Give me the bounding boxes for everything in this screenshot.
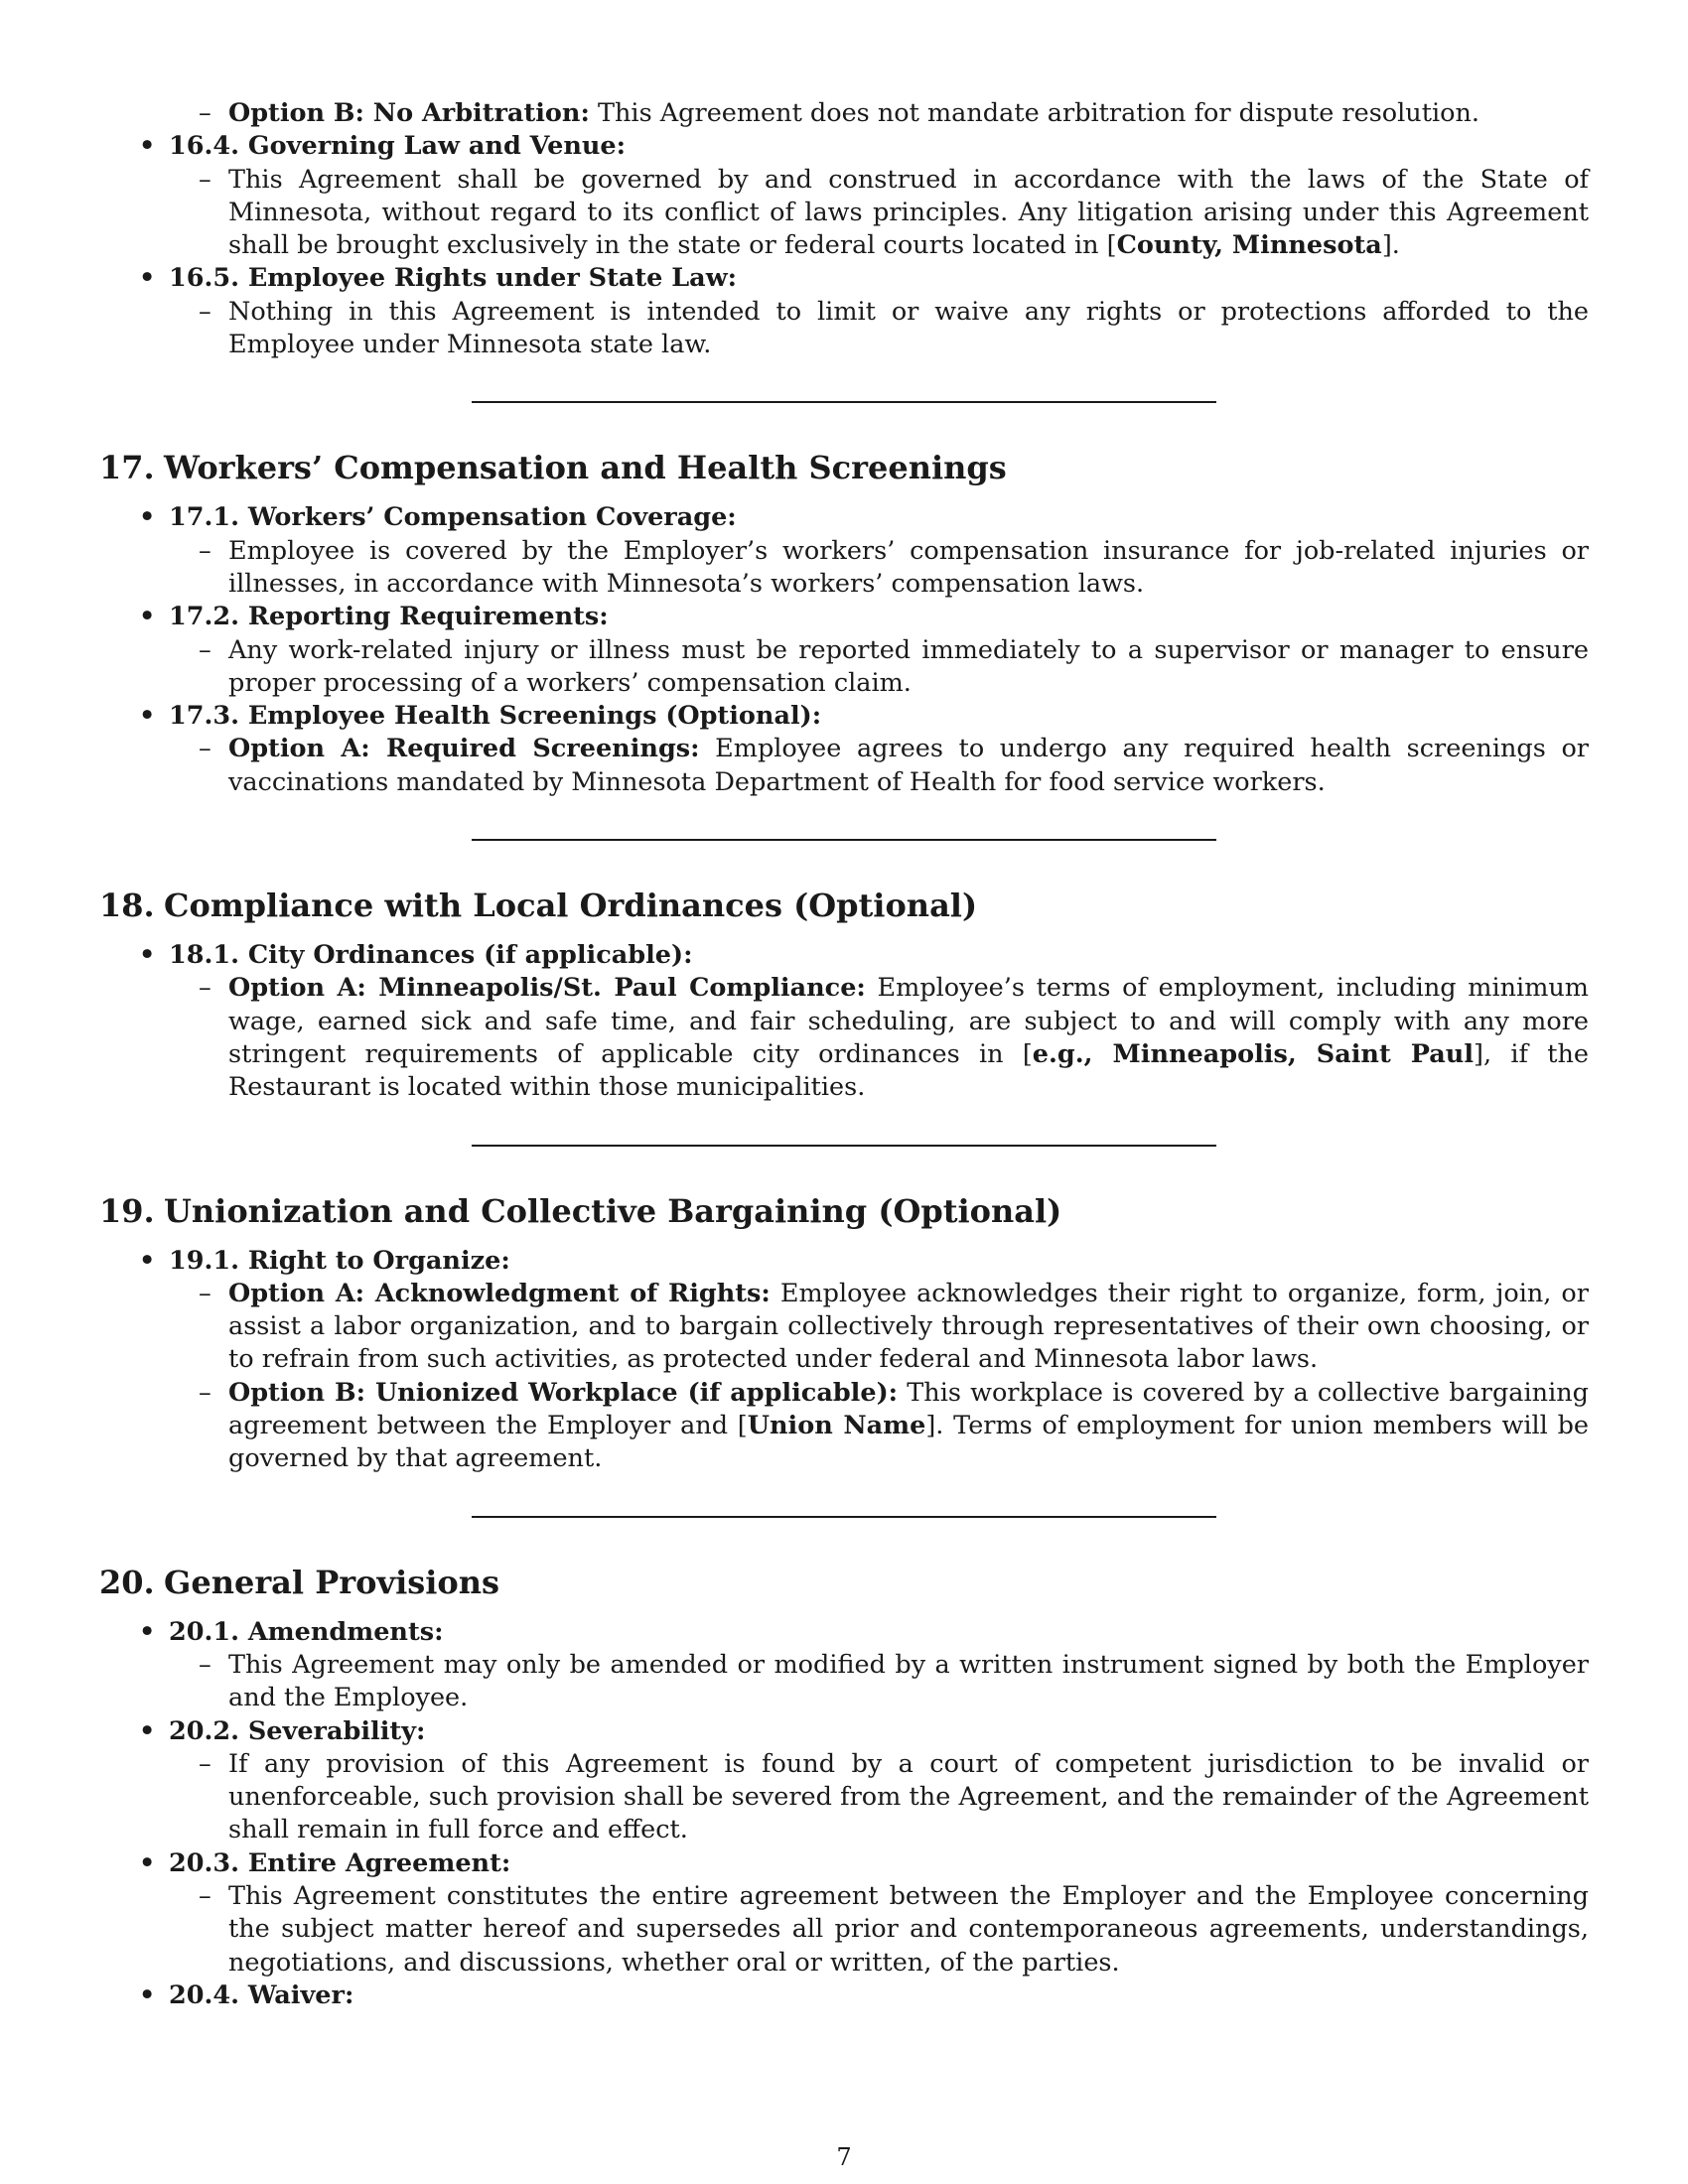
bullet-marker: • <box>139 1616 156 1647</box>
clause-text: Nothing in this Agreement is intended to limit or waive any rights or protections afforded to the Employee under Minnesota state law. <box>228 296 1589 360</box>
option-b-no-arbitration <box>99 97 1589 130</box>
section-title: Workers’ Compensation and Health Screenings <box>164 449 1007 487</box>
clause-title: 17.1. Workers’ Compensation Coverage: <box>169 502 737 533</box>
clause-title: 18.1. City Ordinances (if applicable): <box>169 940 693 971</box>
option-text: Employee acknowledges their right to organize, form, join, or assist a labor organization, and to bargain collectively through representatives of their own choosing, or to refrain from such activities, as protected under federal and Minnesota labor laws. <box>228 1278 1589 1375</box>
clause-text: This Agreement constitutes the entire agreement between the Employer and the Employee concerning the subject matter hereof and supersedes all prior and contemporaneous agreements, understandings, negotiations, and discussions, whether oral or written, of the parties. <box>228 1880 1589 1978</box>
dash-marker: – <box>199 1377 211 1408</box>
clause-text: This Agreement shall be governed by and construed in accordance with the laws of the State of Minnesota, without regard to its conflict of laws principles. Any litigation arising under this Agreement shall be brought exclusively in the state or federal courts located in [ <box>228 164 1589 261</box>
dash-marker: – <box>199 98 211 128</box>
section-number: 20. <box>99 1563 155 1601</box>
clause-17-1-title <box>99 501 1589 534</box>
clause-18-1-title <box>99 939 1589 972</box>
page-number: 7 <box>836 2143 852 2171</box>
clause-text-end: ]. <box>1381 230 1400 261</box>
section-number: 18. <box>99 887 155 925</box>
dash-marker: – <box>199 164 211 195</box>
clause-18-1-body <box>99 972 1589 1104</box>
bullet-marker: • <box>139 701 156 732</box>
section-divider <box>472 401 1216 403</box>
clause-title: 20.4. Waiver: <box>169 1979 354 2010</box>
placeholder-county: County, Minnesota <box>1116 230 1382 261</box>
clause-17-1-body <box>99 535 1589 602</box>
section-number: 19. <box>99 1191 155 1230</box>
bullet-marker: • <box>139 263 156 294</box>
dash-marker: – <box>199 296 211 327</box>
clause-20-2-body <box>99 1748 1589 1847</box>
clause-20-1-body <box>99 1649 1589 1715</box>
clause-20-3-body <box>99 1880 1589 1979</box>
clause-title: 16.4. Governing Law and Venue: <box>169 131 627 162</box>
section-19-heading <box>99 1191 1589 1231</box>
clause-title: 20.1. Amendments: <box>169 1616 444 1647</box>
clause-text: Any work-related injury or illness must be reported immediately to a supervisor or manager to ensure proper processing of a workers’ compensation claim. <box>228 634 1589 698</box>
clause-17-2-title <box>99 601 1589 633</box>
clause-16-5-body <box>99 296 1589 362</box>
dash-marker: – <box>199 634 211 665</box>
section-title: Unionization and Collective Bargaining (Optional) <box>164 1191 1062 1230</box>
clause-text: If any provision of this Agreement is found by a court of competent jurisdiction to be invalid or unenforceable, such provision shall be severed from the Agreement, and the remainder of the Agreement shall remain in full force and effect. <box>228 1748 1589 1845</box>
bullet-marker: • <box>139 1847 156 1878</box>
clause-title: 17.2. Reporting Requirements: <box>169 602 609 632</box>
section-number: 17. <box>99 449 155 487</box>
option-text-end: ]. Terms of employment for union members will be governed by that agreement. <box>228 1411 1589 1474</box>
dash-marker: – <box>199 973 211 1004</box>
clause-17-2-body <box>99 634 1589 701</box>
clause-20-1-title <box>99 1616 1589 1649</box>
placeholder-union-name: Union Name <box>747 1411 926 1441</box>
section-divider <box>472 1145 1216 1147</box>
option-text: This workplace is covered by a collective bargaining agreement between the Employer and [ <box>228 1377 1589 1441</box>
clause-17-3-title <box>99 700 1589 733</box>
clause-19-1-option-b <box>99 1377 1589 1476</box>
clause-title: 16.5. Employee Rights under State Law: <box>169 263 738 294</box>
option-text: Employee’s terms of employment, including minimum wage, earned sick and safe time, and fair scheduling, are subject to and will comply with any more stringent requirements of applicable city ordinances in [ <box>228 973 1589 1069</box>
bullet-marker: • <box>139 131 156 162</box>
section-20-heading <box>99 1563 1589 1602</box>
clause-19-1-option-a <box>99 1278 1589 1377</box>
clause-title: 20.3. Entire Agreement: <box>169 1847 511 1878</box>
option-text: This Agreement does not mandate arbitration for dispute resolution. <box>589 98 1479 128</box>
clause-20-3-title <box>99 1847 1589 1880</box>
dash-marker: – <box>199 1748 211 1779</box>
bullet-marker: • <box>139 1979 156 2010</box>
clause-20-2-title <box>99 1715 1589 1748</box>
dash-marker: – <box>199 734 211 764</box>
section-18-heading <box>99 886 1589 925</box>
clause-19-1-title <box>99 1245 1589 1278</box>
bullet-marker: • <box>139 940 156 971</box>
section-title: General Provisions <box>164 1563 500 1601</box>
bullet-marker: • <box>139 602 156 632</box>
bullet-marker: • <box>139 502 156 533</box>
option-text-end: ], if the Restaurant is located within those municipalities. <box>228 1038 1589 1103</box>
bullet-marker: • <box>139 1245 156 1276</box>
dash-marker: – <box>199 1880 211 1911</box>
clause-text: Employee is covered by the Employer’s workers’ compensation insurance for job-related injuries or illnesses, in accordance with Minnesota’s workers’ compensation laws. <box>228 535 1589 599</box>
option-text: Employee agrees to undergo any required health screenings or vaccinations mandated by Minnesota Department of Health for food service workers. <box>228 734 1589 797</box>
clause-17-3-body <box>99 733 1589 799</box>
option-label: Option A: Acknowledgment of Rights: <box>228 1278 771 1308</box>
dash-marker: – <box>199 535 211 566</box>
bullet-marker: • <box>139 1715 156 1746</box>
option-label: Option B: Unionized Workplace (if applicable): <box>228 1377 899 1408</box>
clause-20-4-title <box>99 1979 1589 2012</box>
clause-16-4-title <box>99 130 1589 163</box>
clause-16-5-title <box>99 262 1589 295</box>
option-label: Option A: Required Screenings: <box>228 734 700 764</box>
placeholder-cities: e.g., Minneapolis, Saint Paul <box>1032 1038 1475 1069</box>
dash-marker: – <box>199 1649 211 1680</box>
clause-title: 19.1. Right to Organize: <box>169 1245 510 1276</box>
option-label: Option A: Minneapolis/St. Paul Compliance: <box>228 973 866 1004</box>
clause-text: This Agreement may only be amended or modified by a written instrument signed by both the Employer and the Employee. <box>228 1649 1589 1713</box>
option-label: Option B: No Arbitration: <box>228 98 590 128</box>
clause-title: 17.3. Employee Health Screenings (Optional): <box>169 701 822 732</box>
clause-16-4-body <box>99 164 1589 263</box>
section-divider <box>472 1516 1216 1518</box>
clause-title: 20.2. Severability: <box>169 1715 426 1746</box>
section-17-heading <box>99 448 1589 487</box>
dash-marker: – <box>199 1278 211 1308</box>
section-title: Compliance with Local Ordinances (Optional) <box>164 887 978 925</box>
section-divider <box>472 839 1216 841</box>
